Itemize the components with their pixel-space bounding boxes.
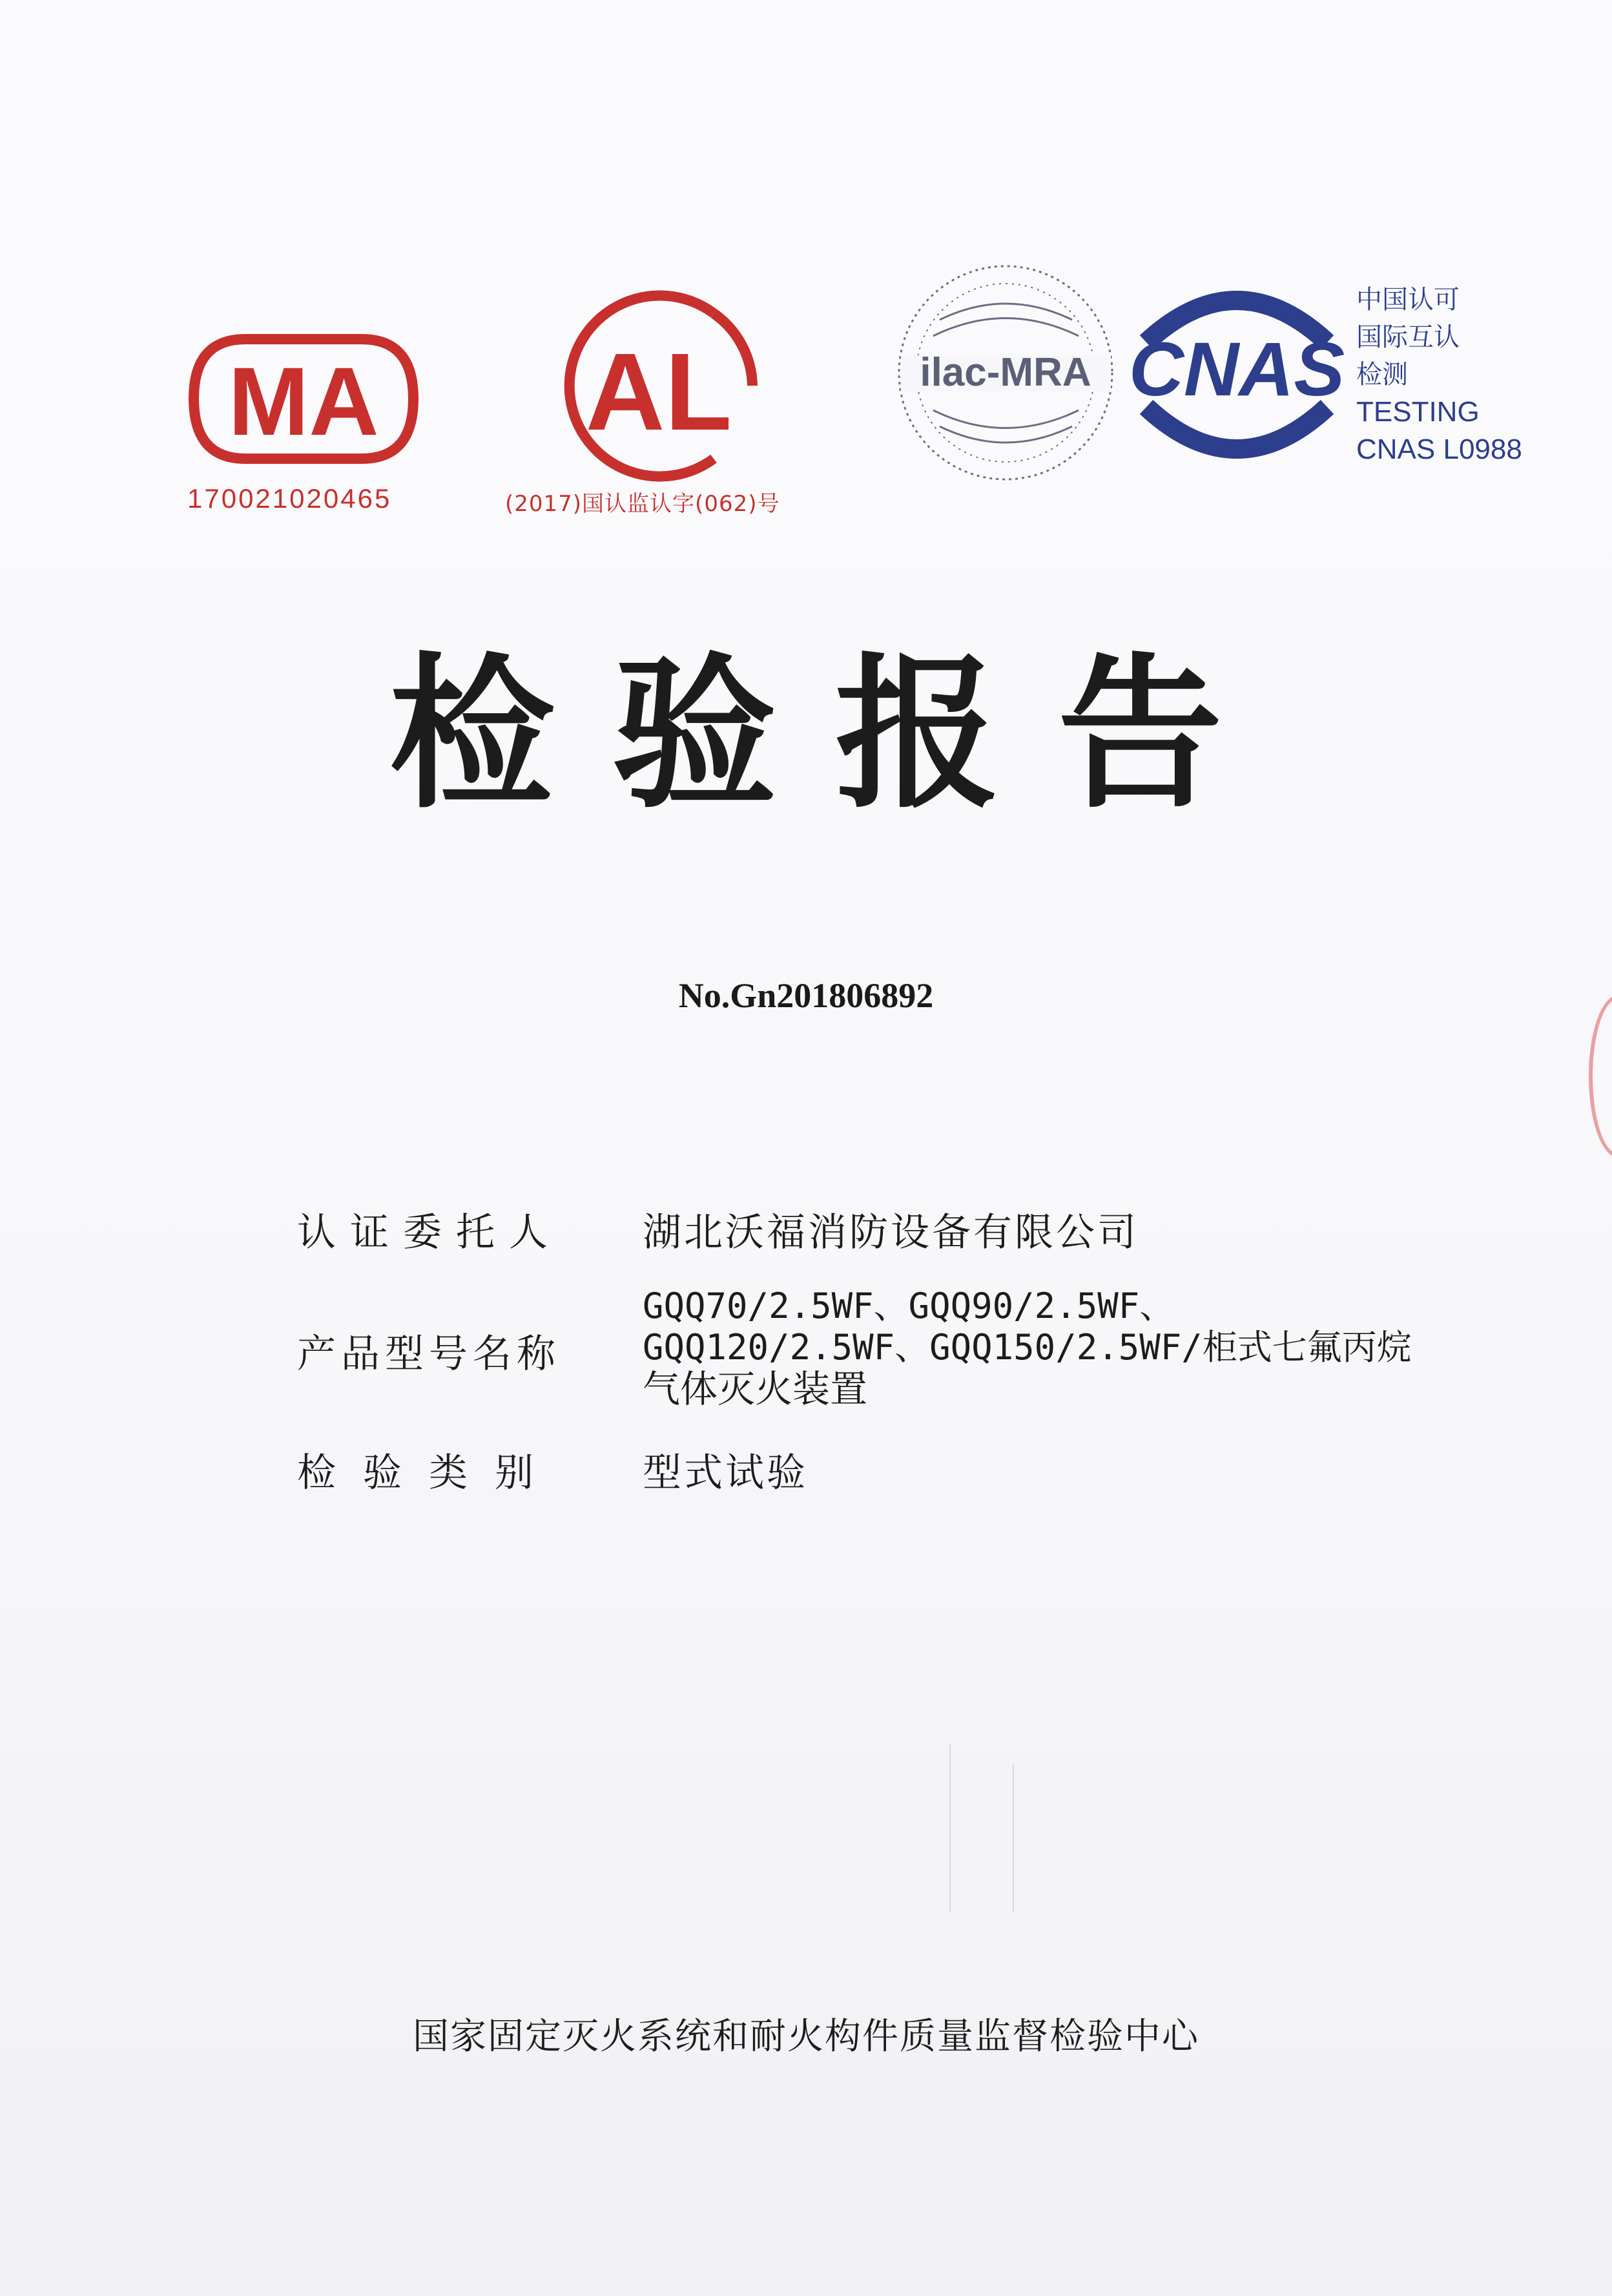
cnas-logo-text: CNAS [1128,327,1345,412]
cal-logo-text: AL [585,331,732,454]
cnas-logo [1121,284,1353,465]
cma-certification-logo [184,326,423,472]
cal-certification-logo [552,284,772,488]
scan-fold-line [949,1744,951,1912]
product-value-line: 气体灭火装置 [643,1367,868,1411]
cnas-line-mutual-recognition: 国际互认 [1356,322,1460,352]
client-value: 湖北沃福消防设备有限公司 [643,1210,1139,1255]
inspection-type-label: 检验类别 [297,1450,561,1496]
client-label: 认证委托人 [297,1210,562,1255]
issuing-organization: 国家固定灭火系统和耐火构件质量监督检验中心 [413,2016,1199,2058]
report-number: No.Gn201806892 [678,976,934,1015]
cnas-line-number: CNAS L0988 [1356,433,1522,465]
edge-seal-stamp [1589,995,1612,1158]
cnas-line-china-accredited: 中国认可 [1356,285,1460,315]
product-value [643,1286,1412,1410]
ilac-mra-logo [894,262,1117,485]
product-value-line: GQQ120/2.5WF、GQQ150/2.5WF/柜式七氟丙烷 [643,1327,1412,1368]
cnas-line-testing-cn: 检测 [1356,360,1408,390]
cnas-line-testing-en: TESTING [1356,396,1480,428]
cal-certificate-number: (2017)国认监认字(062)号 [505,491,780,517]
page-title: 检验报告 [389,639,1281,831]
cnas-accreditation-text [1356,281,1522,468]
product-label: 产品型号名称 [297,1331,561,1377]
scan-fold-line [1013,1764,1014,1912]
product-value-line: GQQ70/2.5WF、GQQ90/2.5WF、 [643,1286,1175,1326]
cma-logo-text: MA [228,347,379,455]
ilac-logo-text: ilac-MRA [920,350,1091,395]
cma-certificate-number: 170021020465 [187,483,392,514]
inspection-type-value: 型式试验 [643,1450,808,1496]
